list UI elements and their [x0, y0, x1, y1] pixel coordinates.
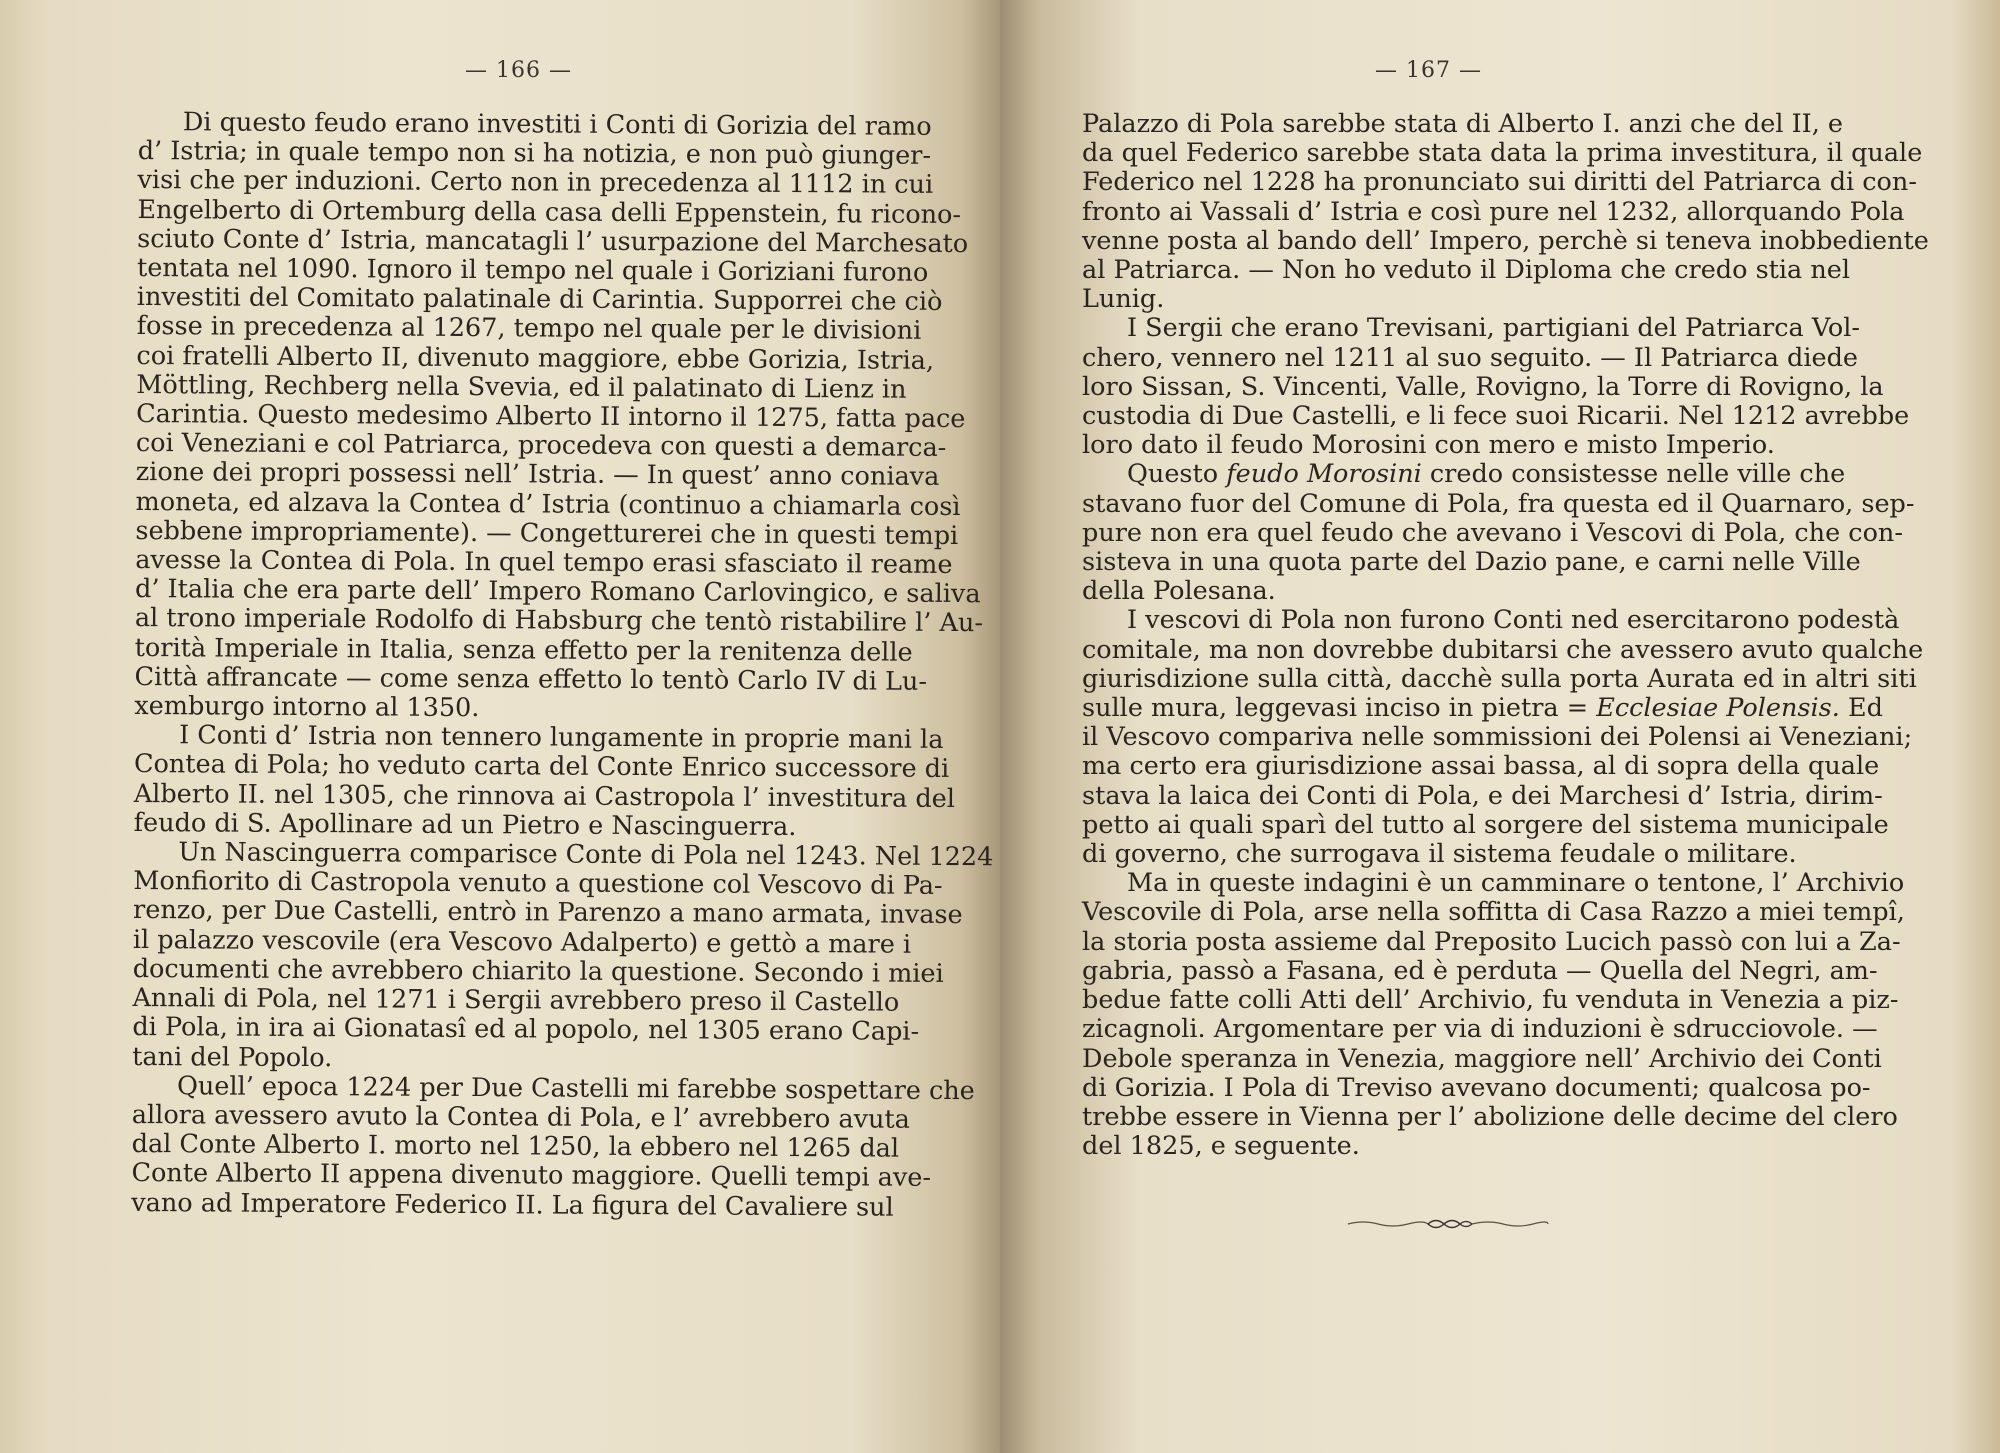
- text-line: renzo, per Due Castelli, entrò in Parenzo a mano armata, invase: [133, 895, 963, 931]
- text-line: bedue fatte colli Atti dell’ Archivio, fu venduta in Venezia a piz-: [1082, 985, 1899, 1016]
- text-line: Città affrancate — come senza effetto lo tentò Carlo IV di Lu-: [134, 661, 928, 697]
- text-line: comitale, ma non dovrebbe dubitarsi che avessero avuto qualche: [1082, 634, 1924, 665]
- text-line: petto ai quali sparì del tutto al sorgere del sistema municipale: [1082, 809, 1889, 840]
- page-number: — 167 —: [1375, 58, 1482, 83]
- text-line: venne posta al bando dell’ Impero, perchè si teneva inobbediente: [1082, 225, 1929, 256]
- text-line: feudo di S. Apollinare ad un Pietro e Nascinguerra.: [133, 807, 797, 842]
- text-line: gabria, passò a Fasana, ed è perduta — Quella del Negri, am-: [1082, 955, 1878, 986]
- text-line: sisteva in una quota parte del Dazio pane, e carni nelle Ville: [1082, 547, 1861, 578]
- text-line: d’ Istria; in quale tempo non si ha notizia, e non può giunger-: [137, 136, 932, 172]
- text-line: I vescovi di Pola non furono Conti ned esercitarono podestà: [1127, 605, 1900, 636]
- text-line: zione dei propri possessi nell’ Istria. — In quest’ anno coniava: [135, 457, 940, 493]
- text-line: custodia di Due Castelli, e li fece suoi Ricarii. Nel 1212 avrebbe: [1082, 401, 1910, 432]
- text-line: stavano fuor del Comune di Pola, fra questa ed il Quarnaro, sep-: [1082, 488, 1915, 519]
- text-line: di Pola, in ira ai Gionatasî ed al popolo, nel 1305 erano Capi-: [132, 1012, 920, 1048]
- text-line: Palazzo di Pola sarebbe stata di Alberto I. anzi che del II, e: [1082, 109, 1844, 139]
- text-line: avesse la Contea di Pola. In quel tempo erasi sfasciato il reame: [135, 545, 953, 581]
- text-line: la storia posta assieme dal Preposito Lucich passò con lui a Za-: [1082, 926, 1901, 957]
- text-line: vano ad Imperatore Federico II. La figura del Cavaliere sul: [131, 1187, 894, 1223]
- text-line: Carintia. Questo medesimo Alberto II intorno il 1275, fatta pace: [136, 399, 966, 435]
- text-line: Conte Alberto II appena divenuto maggiore. Quelli tempi ave-: [131, 1158, 932, 1194]
- text-line: del 1825, e seguente.: [1082, 1131, 1360, 1162]
- text-line: sulle mura, leggevasi inciso in pietra = Ecclesiae Polensis. Ed: [1082, 693, 1883, 724]
- text-line: Alberto II. nel 1305, che rinnova ai Castropola l’ investitura del: [133, 778, 956, 814]
- text-line: al trono imperiale Rodolfo di Habsburg che tentò ristabilire l’ Au-: [134, 603, 984, 639]
- text-line: stava la laica dei Conti di Pola, e dei Marchesi d’ Istria, dirim-: [1082, 780, 1883, 811]
- page-text: [131, 107, 994, 1223]
- text-line: visi che per induzioni. Certo non in precedenza al 1112 in cui: [137, 165, 934, 201]
- text-line: sciuto Conte d’ Istria, mancatagli l’ usurpazione del Marchesato: [137, 223, 969, 259]
- text-line: tani del Popolo.: [132, 1041, 333, 1073]
- text-line: Ma in queste indagini è un camminare o tentone, l’ Archivio: [1127, 868, 1905, 899]
- text-line: giurisdizione sulla città, dacchè sulla porta Aurata ed in altri siti: [1082, 663, 1917, 694]
- text-line: il palazzo vescovile (era Vescovo Adalperto) e gettò a mare i: [132, 924, 912, 960]
- text-line: al Patriarca. — Non ho veduto il Diploma che credo stia nel: [1082, 255, 1851, 286]
- text-line: Monfiorito di Castropola venuto a questione col Vescovo di Pa-: [133, 866, 943, 902]
- text-line: zicagnoli. Argomentare per via di induzioni è sdrucciovole. —: [1082, 1014, 1878, 1045]
- text-line: da quel Federico sarebbe stata data la prima investitura, il quale: [1082, 138, 1923, 169]
- text-line: sebbene impropriamente). — Congetturerei che in questi tempi: [135, 515, 959, 551]
- text-line: Annali di Pola, nel 1271 i Sergii avrebbero preso il Castello: [132, 983, 900, 1018]
- text-line: moneta, ed alzava la Contea d’ Istria (continuo a chiamarla così: [135, 486, 961, 522]
- text-line: Questo feudo Morosini credo consistesse nelle ville che: [1127, 459, 1846, 490]
- text-line: il Vescovo compariva nelle sommissioni dei Polensi ai Veneziani;: [1082, 722, 1913, 753]
- text-line: ma certo era giurisdizione assai bassa, al di sopra della quale: [1082, 751, 1880, 782]
- text-line: Debole speranza in Venezia, maggiore nell’ Archivio dei Conti: [1082, 1043, 1882, 1074]
- text-line: I Sergii che erano Trevisani, partigiani del Patriarca Vol-: [1127, 313, 1861, 344]
- text-line: di Gorizia. I Pola di Treviso avevano documenti; qualcosa po-: [1082, 1072, 1871, 1103]
- text-line: Engelberto di Ortemburg della casa delli Eppenstein, fu ricono-: [137, 194, 962, 230]
- text-line: dal Conte Alberto I. morto nel 1250, la ebbero nel 1265 dal: [131, 1129, 900, 1164]
- text-line: Vescovile di Pola, arse nella soffitta di Casa Razzo a miei tempî,: [1082, 897, 1905, 928]
- text-line: Quell’ epoca 1224 per Due Castelli mi farebbe sospettare che: [176, 1070, 975, 1106]
- text-line: xemburgo intorno al 1350.: [134, 691, 480, 724]
- text-line: chero, vennero nel 1211 al suo seguito. — Il Patriarca diede: [1082, 342, 1858, 373]
- text-line: allora avessero avuto la Contea di Pola, e l’ avrebbero avuta: [131, 1099, 910, 1135]
- end-ornament-icon: [1348, 1214, 1548, 1234]
- text-line: Lunig.: [1082, 284, 1165, 315]
- text-line: Un Nascinguerra comparisce Conte di Pola nel 1243. Nel 1224: [178, 837, 994, 873]
- text-line: fosse in precedenza al 1267, tempo nel quale per le divisioni: [136, 311, 922, 347]
- text-line: coi fratelli Alberto II, divenuto maggiore, ebbe Gorizia, Istria,: [136, 340, 935, 376]
- text-line: Möttling, Rechberg nella Svevia, ed il palatinato di Lienz in: [136, 369, 907, 405]
- text-line: della Polesana.: [1082, 576, 1276, 607]
- text-line: documenti che avrebbero chiarito la questione. Secondo i miei: [132, 953, 944, 989]
- right-page: [1000, 0, 2000, 1453]
- text-line: tentata nel 1090. Ignoro il tempo nel quale i Goriziani furono: [136, 253, 929, 288]
- text-line: torità Imperiale in Italia, senza effetto per la renitenza delle: [134, 632, 913, 668]
- page-number: — 166 —: [465, 58, 572, 83]
- text-line: trebbe essere in Vienna per l’ abolizione delle decime del clero: [1082, 1101, 1898, 1132]
- text-line: di governo, che surrogava il sistema feudale o militare.: [1082, 839, 1797, 870]
- text-line: loro dato il feudo Morosini con mero e misto Imperio.: [1082, 430, 1775, 461]
- text-line: coi Veneziani e col Patriarca, procedeva con questi a demarca-: [135, 428, 947, 464]
- text-line: d’ Italia che era parte dell’ Impero Romano Carlovingico, e saliva: [134, 574, 981, 610]
- text-line: fronto ai Vassali d’ Istria e così pure nel 1232, allorquando Pola: [1082, 196, 1905, 227]
- text-line: loro Sissan, S. Vincenti, Valle, Rovigno, la Torre di Rovigno, la: [1082, 371, 1884, 402]
- text-line: Federico nel 1228 ha pronunciato sui diritti del Patriarca di con-: [1082, 167, 1917, 198]
- text-line: I Conti d’ Istria non tennero lungamente in proprie mani la: [179, 720, 944, 756]
- page-text: [1082, 109, 1929, 1162]
- text-line: investiti del Comitato palatinale di Carintia. Supporrei che ciò: [136, 282, 943, 318]
- text-line: Di questo feudo erano investiti i Conti di Gorizia del ramo: [182, 107, 932, 142]
- text-line: pure non era quel feudo che avevano i Vescovi di Pola, che con-: [1082, 517, 1903, 548]
- text-line: Contea di Pola; ho veduto carta del Conte Enrico successore di: [133, 749, 950, 785]
